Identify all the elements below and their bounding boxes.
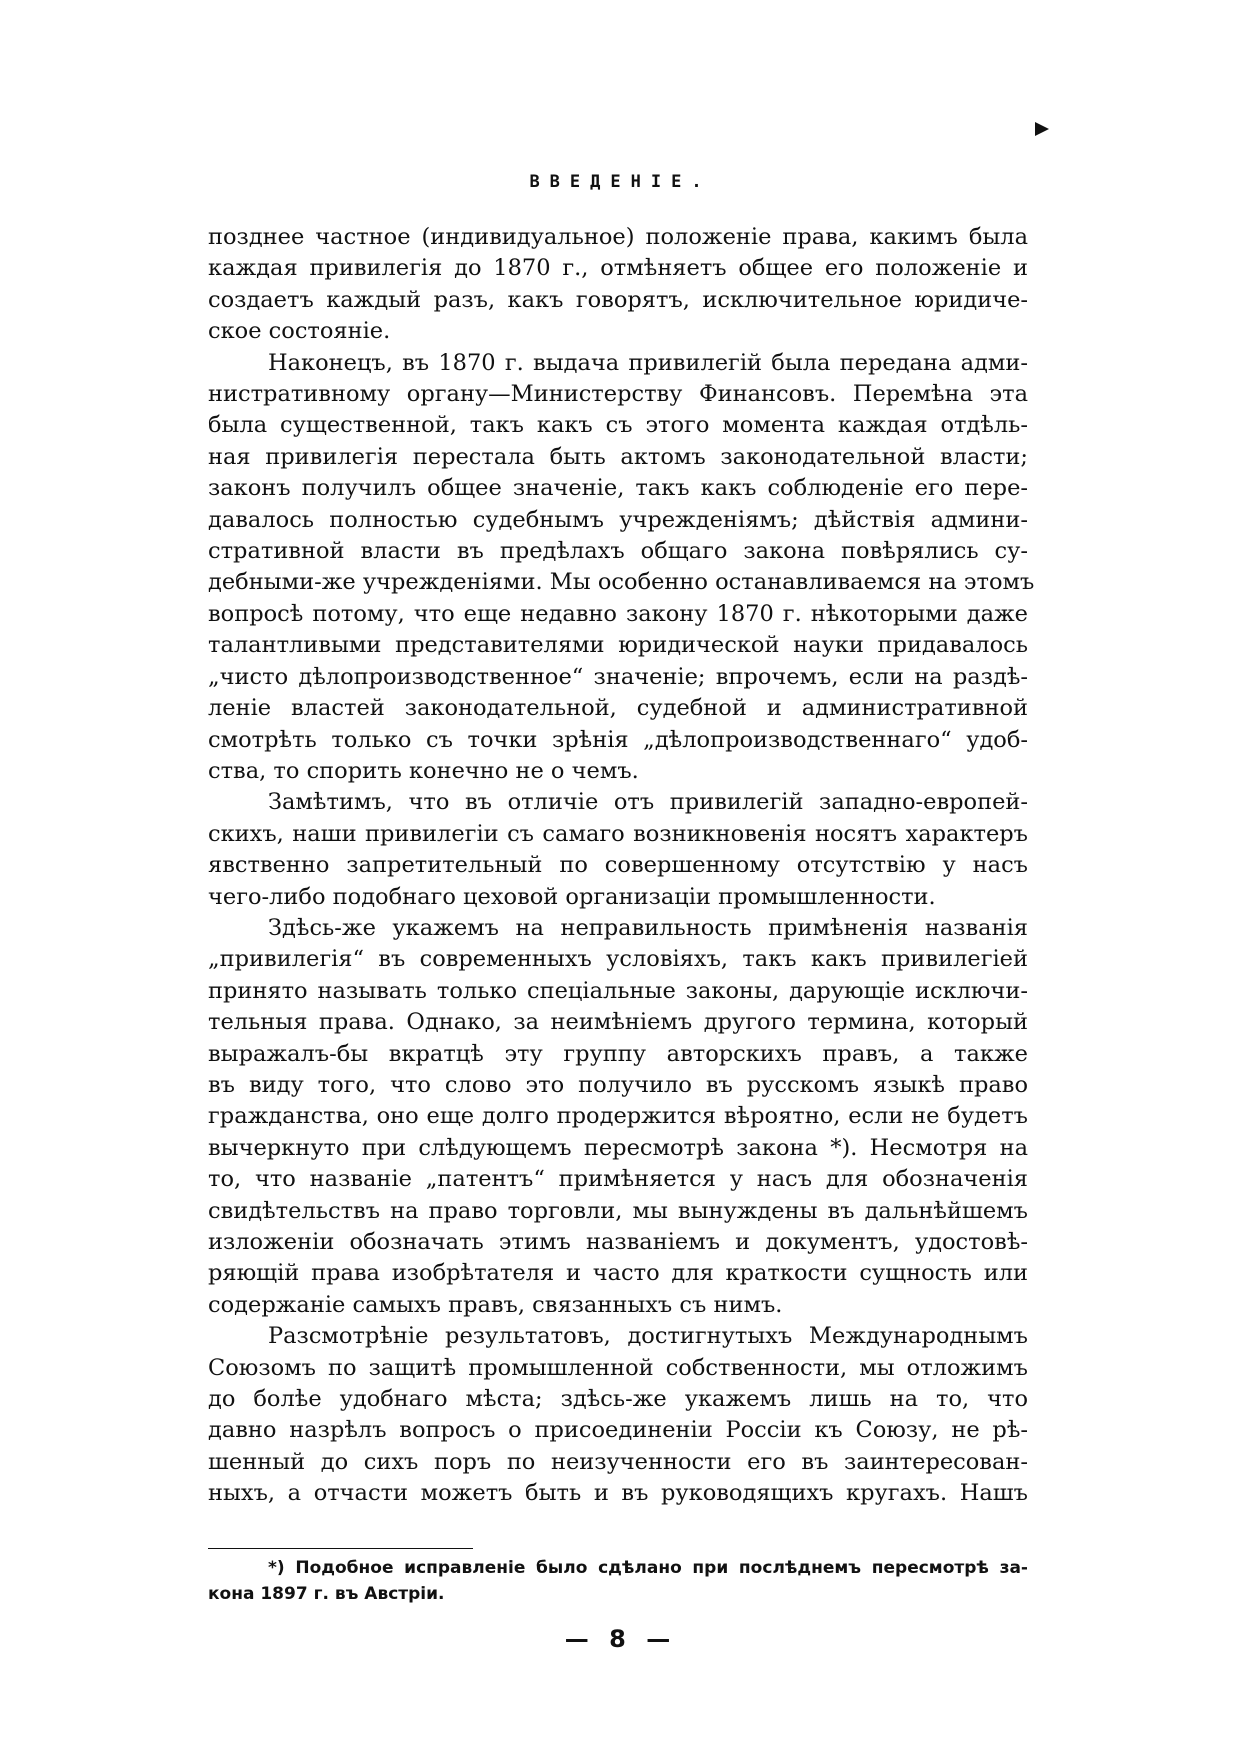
- text-line: талантливыми представителями юридической науки придавалось: [208, 632, 1028, 659]
- text-line: Здѣсь-же укажемъ на неправильность примѣненія названія: [268, 914, 1028, 941]
- text-line: ское состояніе.: [208, 318, 391, 345]
- footnote: [208, 1555, 1028, 1607]
- text-line: стративной власти въ предѣлахъ общаго закона повѣрялись су-: [208, 538, 1028, 565]
- text-line: до болѣе удобнаго мѣста; здѣсь-же укажемъ лишь на то, что: [208, 1386, 1028, 1413]
- running-head: ВВЕДЕНІЕ.: [529, 172, 712, 192]
- footnote-line: *) Подобное исправленіе было сдѣлано при послѣднемъ пересмотрѣ за-: [268, 1558, 1028, 1578]
- paragraph: [208, 348, 1035, 788]
- text-line: нистративному органу—Министерству Финансовъ. Перемѣна эта: [208, 381, 1028, 408]
- text-line: свидѣтельствъ на право торговли, мы вынуждены въ дальнѣйшемъ: [208, 1197, 1028, 1224]
- text-line: Наконецъ, въ 1870 г. выдача привилегій была передана адми-: [268, 349, 1028, 376]
- paragraph: [208, 913, 1028, 1321]
- text-line: Разсмотрѣніе результатовъ, достигнутыхъ Международнымъ: [268, 1323, 1028, 1350]
- text-line: позднее частное (индивидуальное) положеніе права, какимъ была: [208, 224, 1028, 250]
- text-line: вычеркнуто при слѣдующемъ пересмотрѣ закона *). Несмотря на: [208, 1134, 1028, 1161]
- text-line: шенный до сихъ поръ по неизученности его въ заинтересован-: [208, 1448, 1028, 1475]
- text-line: давалось полностью судебнымъ учрежденіямъ; дѣйствія админи-: [208, 506, 1028, 533]
- text-line: дебными-же учрежденіями. Мы особенно останавливаемся на этомъ: [208, 569, 1035, 596]
- paragraph: [208, 787, 1028, 913]
- text-line: давно назрѣлъ вопросъ о присоединеніи Россіи къ Союзу, не рѣ-: [208, 1417, 1028, 1444]
- body-text: [208, 222, 1035, 1510]
- text-line: содержаніе самыхъ правъ, связанныхъ съ нимъ.: [208, 1291, 783, 1318]
- text-line: ряющій права изобрѣтателя и часто для краткости сущность или: [208, 1260, 1028, 1287]
- page-number: — 8 —: [564, 1625, 677, 1653]
- text-line: чего-либо подобнаго цеховой организаціи промышленности.: [208, 883, 936, 910]
- text-line: смотрѣть только съ точки зрѣнія „дѣлопроизводственнаго“ удоб-: [208, 726, 1028, 753]
- text-line: леніе властей законодательной, судебной и административной: [208, 695, 1028, 722]
- text-line: создаетъ каждый разъ, какъ говорятъ, исключительное юридиче-: [208, 286, 1028, 313]
- text-line: законъ получилъ общее значеніе, такъ какъ соблюденіе его пере-: [208, 475, 1028, 502]
- text-line: тельныя права. Однако, за неимѣніемъ другого термина, который: [208, 1009, 1028, 1036]
- paragraph: [208, 1321, 1028, 1509]
- text-line: ныхъ, а отчасти можетъ быть и въ руководящихъ кругахъ. Нашъ: [208, 1480, 1028, 1507]
- text-line: гражданства, оно еще долго продержится вѣроятно, если не будетъ: [208, 1103, 1028, 1130]
- text-line: принято называть только спеціальные законы, дарующіе исключи-: [208, 977, 1028, 1004]
- text-line: „чисто дѣлопроизводственное“ значеніе; впрочемъ, если на раздѣ-: [208, 663, 1028, 690]
- text-line: выражалъ-бы вкратцѣ эту группу авторскихъ правъ, а также: [208, 1040, 1028, 1067]
- text-line: каждая привилегія до 1870 г., отмѣняетъ общее его положеніе и: [208, 255, 1028, 282]
- text-line: изложеніи обозначать этимъ названіемъ и документъ, удостовѣ-: [208, 1229, 1028, 1255]
- text-line: ная привилегія перестала быть актомъ законодательной власти;: [208, 443, 1028, 470]
- footnote-divider: [208, 1548, 473, 1549]
- text-line: скихъ, наши привилегіи съ самаго возникновенія носятъ характеръ: [208, 820, 1028, 847]
- text-line: въ виду того, что слово это получило въ русскомъ языкѣ право: [208, 1071, 1028, 1098]
- text-line: Союзомъ по защитѣ промышленной собственности, мы отложимъ: [208, 1354, 1028, 1381]
- text-line: „привилегія“ въ современныхъ условіяхъ, такъ какъ привилегіей: [208, 946, 1028, 973]
- text-line: вопросѣ потому, что еще недавно закону 1870 г. нѣкоторыми даже: [208, 600, 1028, 627]
- text-line: ства, то спорить конечно не о чемъ.: [208, 757, 639, 784]
- paragraph: [208, 222, 1028, 348]
- text-line: Замѣтимъ, что въ отличіе отъ привилегій западно-европей-: [268, 789, 1028, 816]
- text-line: то, что названіе „патентъ“ примѣняется у насъ для обозначенія: [208, 1166, 1028, 1193]
- corner-mark-icon: [1035, 122, 1049, 136]
- footnote-line: кона 1897 г. въ Австріи.: [208, 1584, 445, 1604]
- text-line: явственно запретительный по совершенному отсутствію у насъ: [208, 852, 1028, 879]
- text-line: была существенной, такъ какъ съ этого момента каждая отдѣль-: [208, 412, 1028, 439]
